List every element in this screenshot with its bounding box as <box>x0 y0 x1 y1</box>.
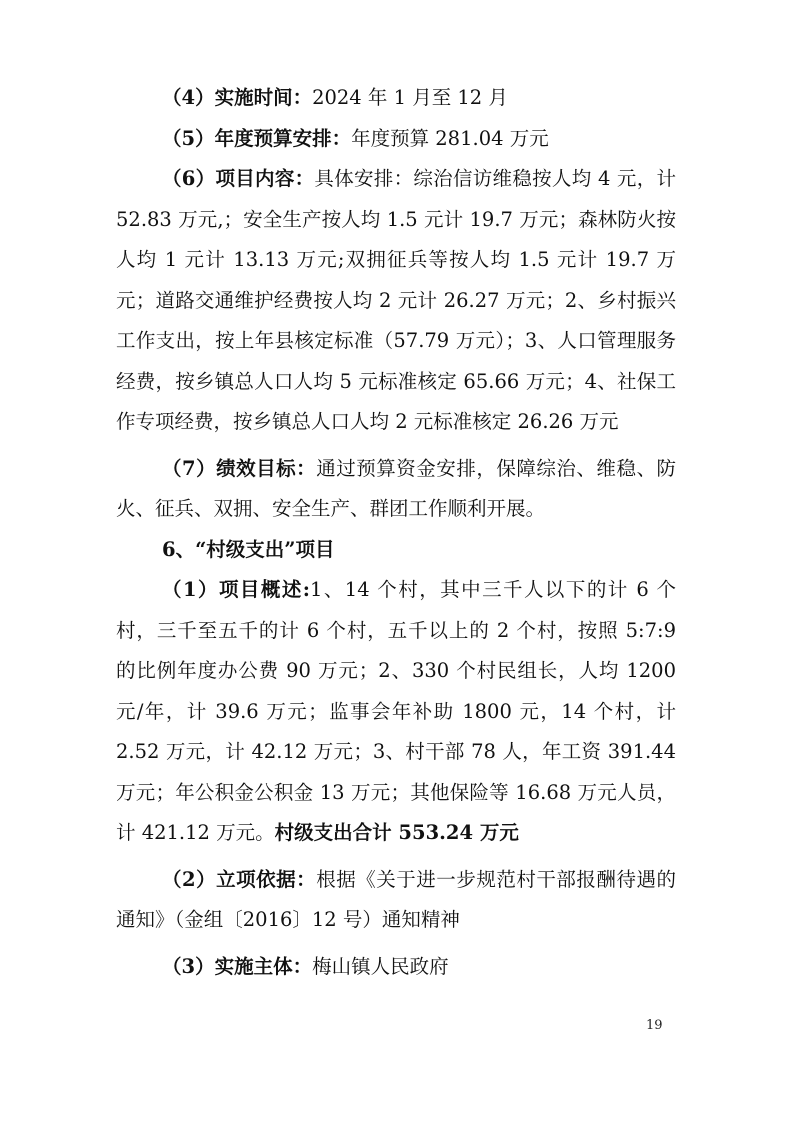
section-heading-village-expenditure <box>116 530 676 571</box>
paragraph-text: 具体安排：综治信访维稳按人均 4 元，计 52.83 万元,；安全生产按人均 1.5 元计 19.7 万元；森林防火按人均 1 元计 13.13 万元;双拥征兵等按人均 1.5 元计 19.7 万元；道路交通维护经费按人均 2 元计 26.27 万元；2、乡村振兴工作支出，按上年县核定标准（57.79 万元）；3、人口管理服务经费，按乡镇总人口人均 5 元标准核定 65.66 万元；4、社保工作专项经费，按乡镇总人口人均 2 元标准核定 26.26 万元 <box>116 167 676 433</box>
paragraph-text: 1、14 个村，其中三千人以下的计 6 个村，三千至五千的计 6 个村，五千以上的 2 个村，按照 5:7:9 的比例年度办公费 90 万元；2、330 个村民组长，人均 1200 元/年，计 39.6 万元；监事会年补助 1800 元，14 个村，计 2.52 万元，计 42.12 万元；3、村干部 78 人，年工资 391.44 万元；年公积金公积金 13 万元；其他保险等 16.68 万元人员，计 421.12 万元。 <box>116 578 676 844</box>
paragraph-project-basis <box>116 860 676 941</box>
paragraph-project-content <box>116 159 676 443</box>
paragraph-bold-total: 村级支出合计 553.24 万元 <box>274 821 519 844</box>
section-heading: 6、“村级支出”项目 <box>162 537 335 561</box>
paragraph-performance-goal <box>116 449 676 530</box>
paragraph-label: （1）项目概述: <box>162 578 310 601</box>
paragraph-label: （2）立项依据： <box>162 867 317 891</box>
paragraph-implementation-time <box>116 78 676 119</box>
document-body <box>116 78 676 987</box>
paragraph-text: 梅山镇人民政府 <box>312 954 449 978</box>
paragraph-label: （7）绩效目标： <box>162 456 317 480</box>
paragraph-label: （6）项目内容： <box>162 167 315 190</box>
page-number: 19 <box>646 1018 663 1033</box>
paragraph-text: 2024 年 1 月至 12 月 <box>312 86 508 109</box>
paragraph-label: （3）实施主体： <box>162 954 313 978</box>
paragraph-text: 年度预算 281.04 万元 <box>351 126 549 150</box>
paragraph-annual-budget <box>116 119 676 160</box>
paragraph-text: 根据《关于进一步规范村干部报酬待遇的通知》（金组〔2016〕12 号）通知精神 <box>116 867 676 931</box>
paragraph-project-overview <box>116 570 676 854</box>
paragraph-text: 通过预算资金安排，保障综治、维稳、防火、征兵、双拥、安全生产、群团工作顺利开展。 <box>116 456 676 520</box>
paragraph-label: （5）年度预算安排： <box>162 126 352 150</box>
paragraph-implementing-body <box>116 947 676 988</box>
paragraph-label: （4）实施时间： <box>162 86 313 109</box>
